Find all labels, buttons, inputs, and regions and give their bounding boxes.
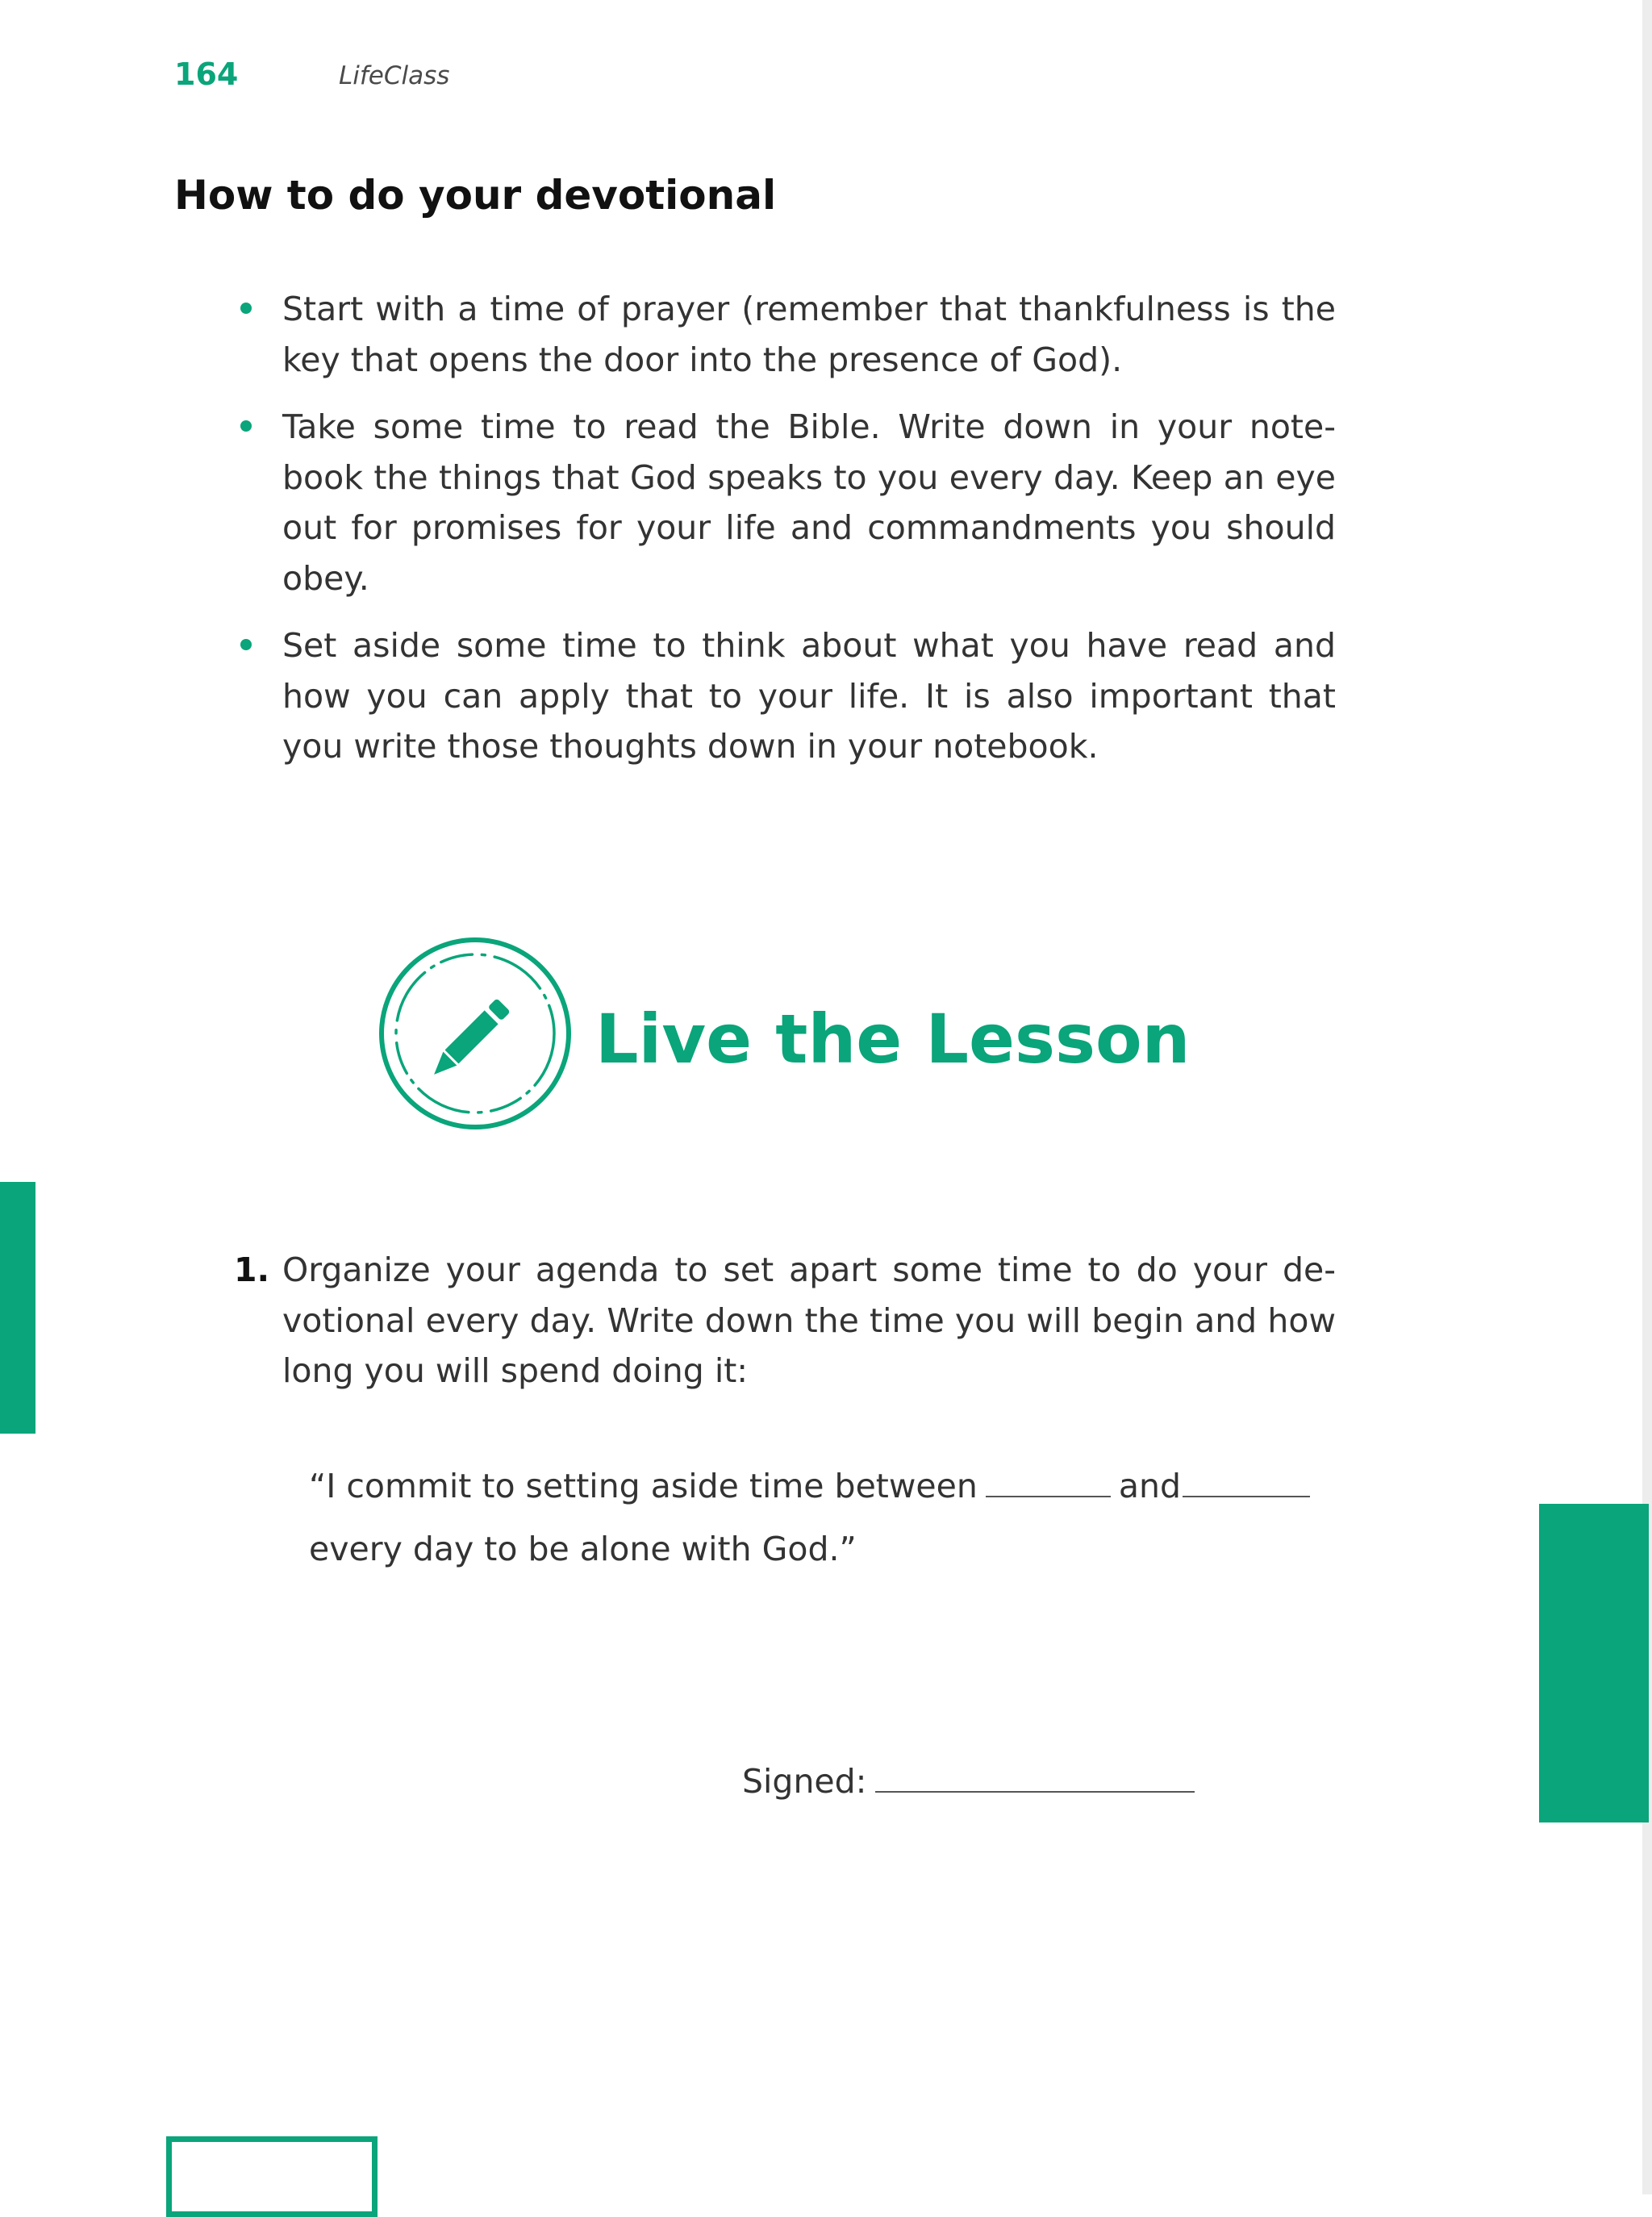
list-item-text: Take some time to read the Bible. Write down in your note-book the things that God speaks to you every day. Keep an eye out for promises for your life and commandments you should obey. <box>282 407 1336 598</box>
live-the-lesson-title: Live the Lesson <box>595 1000 1191 1079</box>
exercise-text: Organize your agenda to set apart some time to do your de-votional every day. Write down the time you will begin and how long you will spend doing it: <box>282 1250 1336 1390</box>
section-heading: How to do your devotional <box>174 172 777 219</box>
bullet-dot-icon <box>240 420 252 432</box>
thumb-tab-right <box>1539 1504 1649 1822</box>
exercise-item <box>234 1245 1336 1397</box>
list-item-text: Start with a time of prayer (remember that thankfulness is the key that opens the door into the presence of God). <box>282 290 1336 379</box>
signature-label: Signed: <box>742 1762 867 1801</box>
pencil-badge <box>378 936 573 1131</box>
list-item <box>282 620 1336 772</box>
bullet-dot-icon <box>240 303 252 314</box>
devotional-steps-list <box>282 284 1336 789</box>
running-header: LifeClass <box>339 61 450 90</box>
pencil-icon <box>378 936 573 1131</box>
commitment-text-part1: “I commit to setting aside time between <box>309 1467 978 1505</box>
commitment-text-part3: every day to be alone with God.” <box>309 1530 857 1568</box>
list-item-text: Set aside some time to think about what you have read and how you can apply that to your life. It is also important that you write those thoughts down in your notebook. <box>282 626 1336 766</box>
start-time-blank[interactable] <box>986 1467 1111 1497</box>
page-number: 164 <box>174 56 239 92</box>
corner-frame <box>166 2136 378 2217</box>
list-item <box>282 402 1336 603</box>
commitment-text-part2: and <box>1118 1467 1181 1505</box>
signature-blank[interactable] <box>875 1762 1195 1793</box>
bullet-dot-icon <box>240 639 252 650</box>
list-item <box>282 284 1336 385</box>
thumb-tab-left <box>0 1182 35 1434</box>
signature-line <box>742 1757 1195 1806</box>
commitment-statement <box>309 1462 1337 1573</box>
exercise-number: 1. <box>234 1250 270 1289</box>
page-edge <box>1642 0 1652 2194</box>
end-time-blank[interactable] <box>1183 1467 1310 1497</box>
commitment-line-1 <box>309 1462 1337 1510</box>
